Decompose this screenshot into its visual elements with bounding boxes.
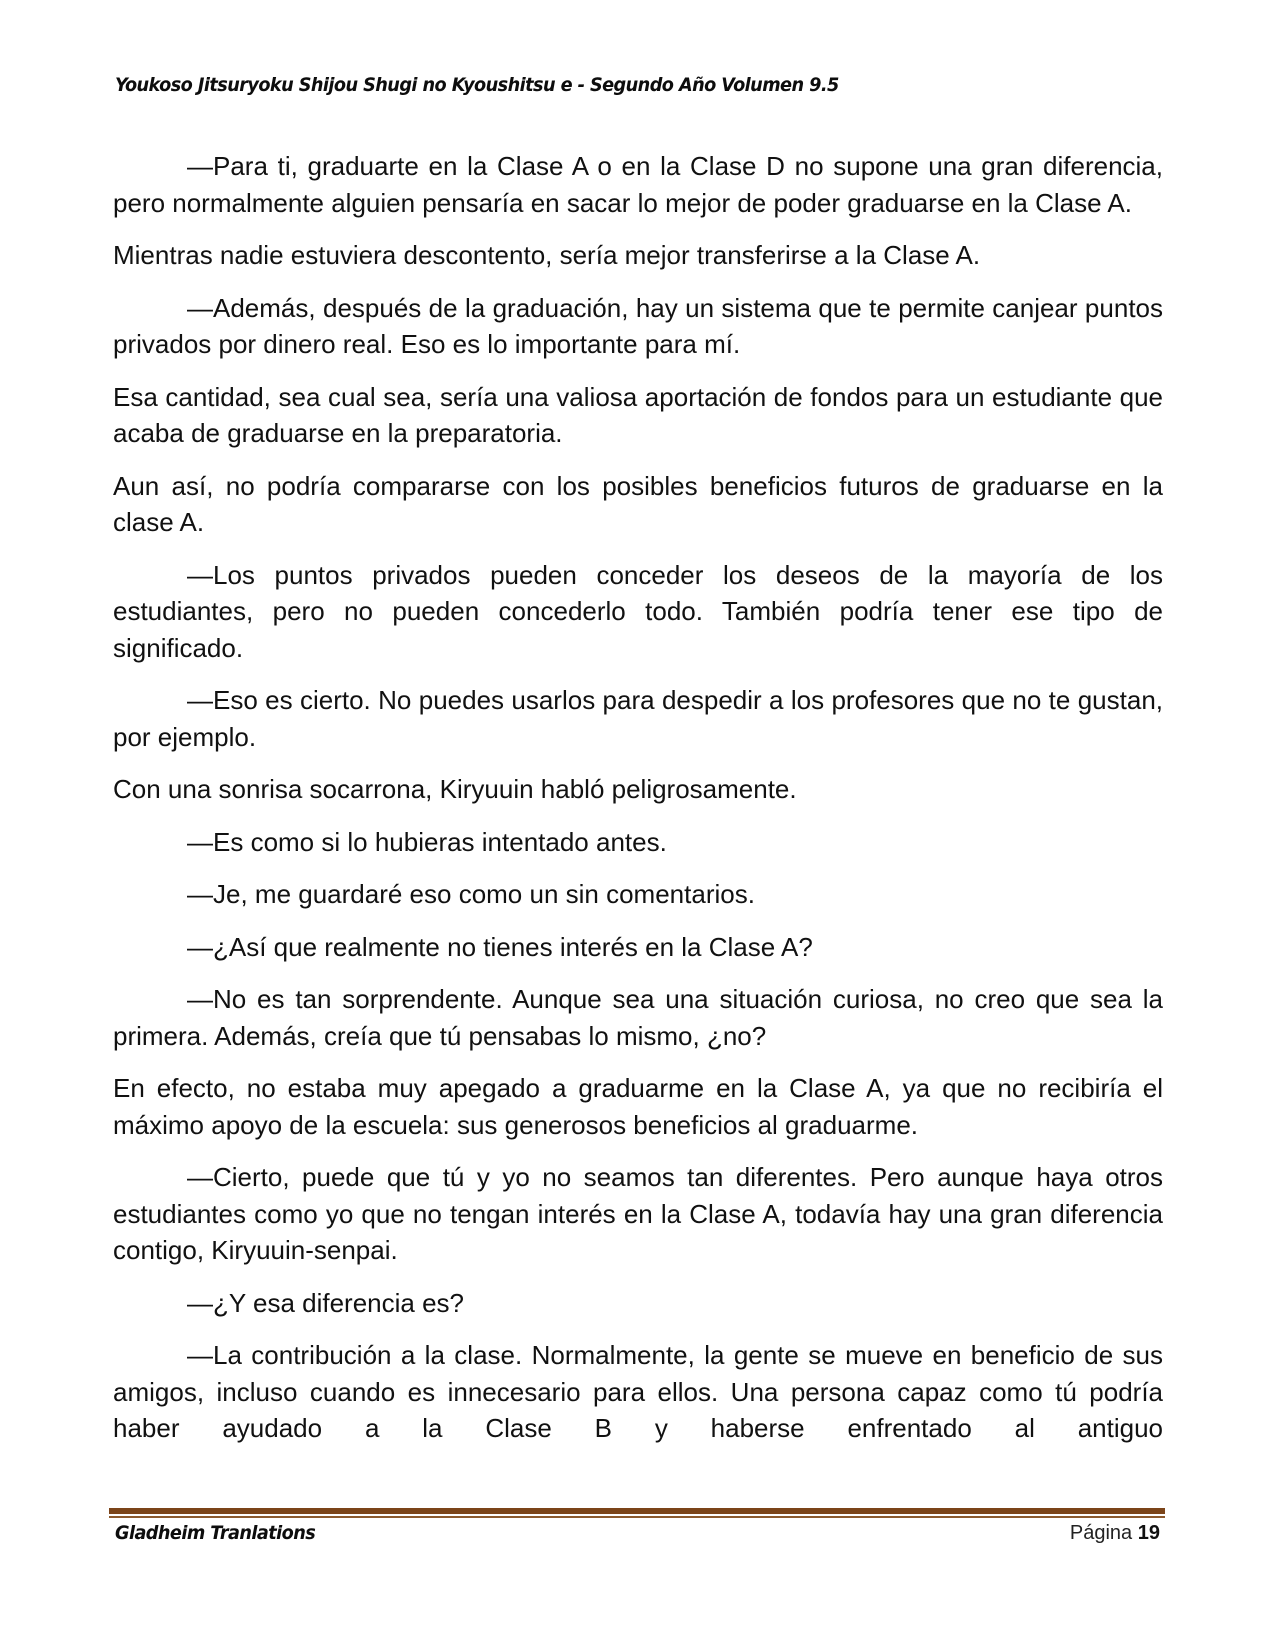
paragraph: —Es como si lo hubieras intentado antes. <box>187 826 667 857</box>
footer-credit: Gladheim Tranlations <box>115 1522 316 1544</box>
paragraph: —Para ti, graduarte en la Clase A o en la Clase D no supone una gran diferencia, pero normalmente alguien pensaría en sacar lo mejor de poder graduarse en la Clase A. <box>113 151 1163 218</box>
paragraph: —No es tan sorprendente. Aunque sea una situación curiosa, no creo que sea la primera. Además, creía que tú pensabas lo mismo, ¿no? <box>113 984 1163 1051</box>
paragraph: —Los puntos privados pueden conceder los deseos de la mayoría de los estudiantes, pero no pueden concederlo todo. También podría tener ese tipo de significado. <box>113 559 1163 663</box>
page-body <box>113 148 1163 1447</box>
page-number-value: 19 <box>1137 1522 1160 1544</box>
paragraph: —Además, después de la graduación, hay un sistema que te permite canjear puntos privados por dinero real. Eso es lo importante para mí. <box>113 292 1163 359</box>
paragraph: —¿Y esa diferencia es? <box>187 1287 464 1318</box>
paragraph: Aun así, no podría compararse con los posibles beneficios futuros de graduarse en la clase A. <box>113 470 1163 537</box>
paragraph: —Eso es cierto. No puedes usarlos para despedir a los profesores que no te gustan, por ejemplo. <box>113 685 1163 752</box>
paragraph: Mientras nadie estuviera descontento, sería mejor transferirse a la Clase A. <box>113 240 981 270</box>
page-label: Página <box>1069 1522 1133 1544</box>
footer-divider-thick <box>109 1508 1165 1514</box>
paragraph: —La contribución a la clase. Normalmente, la gente se mueve en beneficio de sus amigos, incluso cuando es innecesario para ellos. Una persona capaz como tú podría haber ayudado a la Clase B y haberse enfrentado al antiguo <box>113 1340 1163 1443</box>
page-number <box>1070 1522 1160 1545</box>
paragraph: Esa cantidad, sea cual sea, sería una valiosa aportación de fondos para un estudiante que acaba de graduarse en la preparatoria. <box>113 381 1163 448</box>
paragraph: En efecto, no estaba muy apegado a graduarme en la Clase A, ya que no recibiría el máximo apoyo de la escuela: sus generosos beneficios al graduarme. <box>113 1073 1163 1140</box>
footer-divider <box>109 1508 1165 1519</box>
paragraph: —Je, me guardaré eso como un sin comentarios. <box>187 879 755 909</box>
paragraph: —Cierto, puede que tú y yo no seamos tan diferentes. Pero aunque haya otros estudiantes como yo que no tengan interés en la Clase A, todavía hay una gran diferencia contigo, Kiryuuin-senpai. <box>113 1162 1163 1265</box>
footer-divider-thin <box>109 1516 1165 1518</box>
paragraph: Con una sonrisa socarrona, Kiryuuin habló peligrosamente. <box>113 774 797 804</box>
paragraph: —¿Así que realmente no tienes interés en la Clase A? <box>187 931 813 962</box>
running-header: Youkoso Jitsuryoku Shijou Shugi no Kyoushitsu e - Segundo Año Volumen 9.5 <box>115 74 839 96</box>
